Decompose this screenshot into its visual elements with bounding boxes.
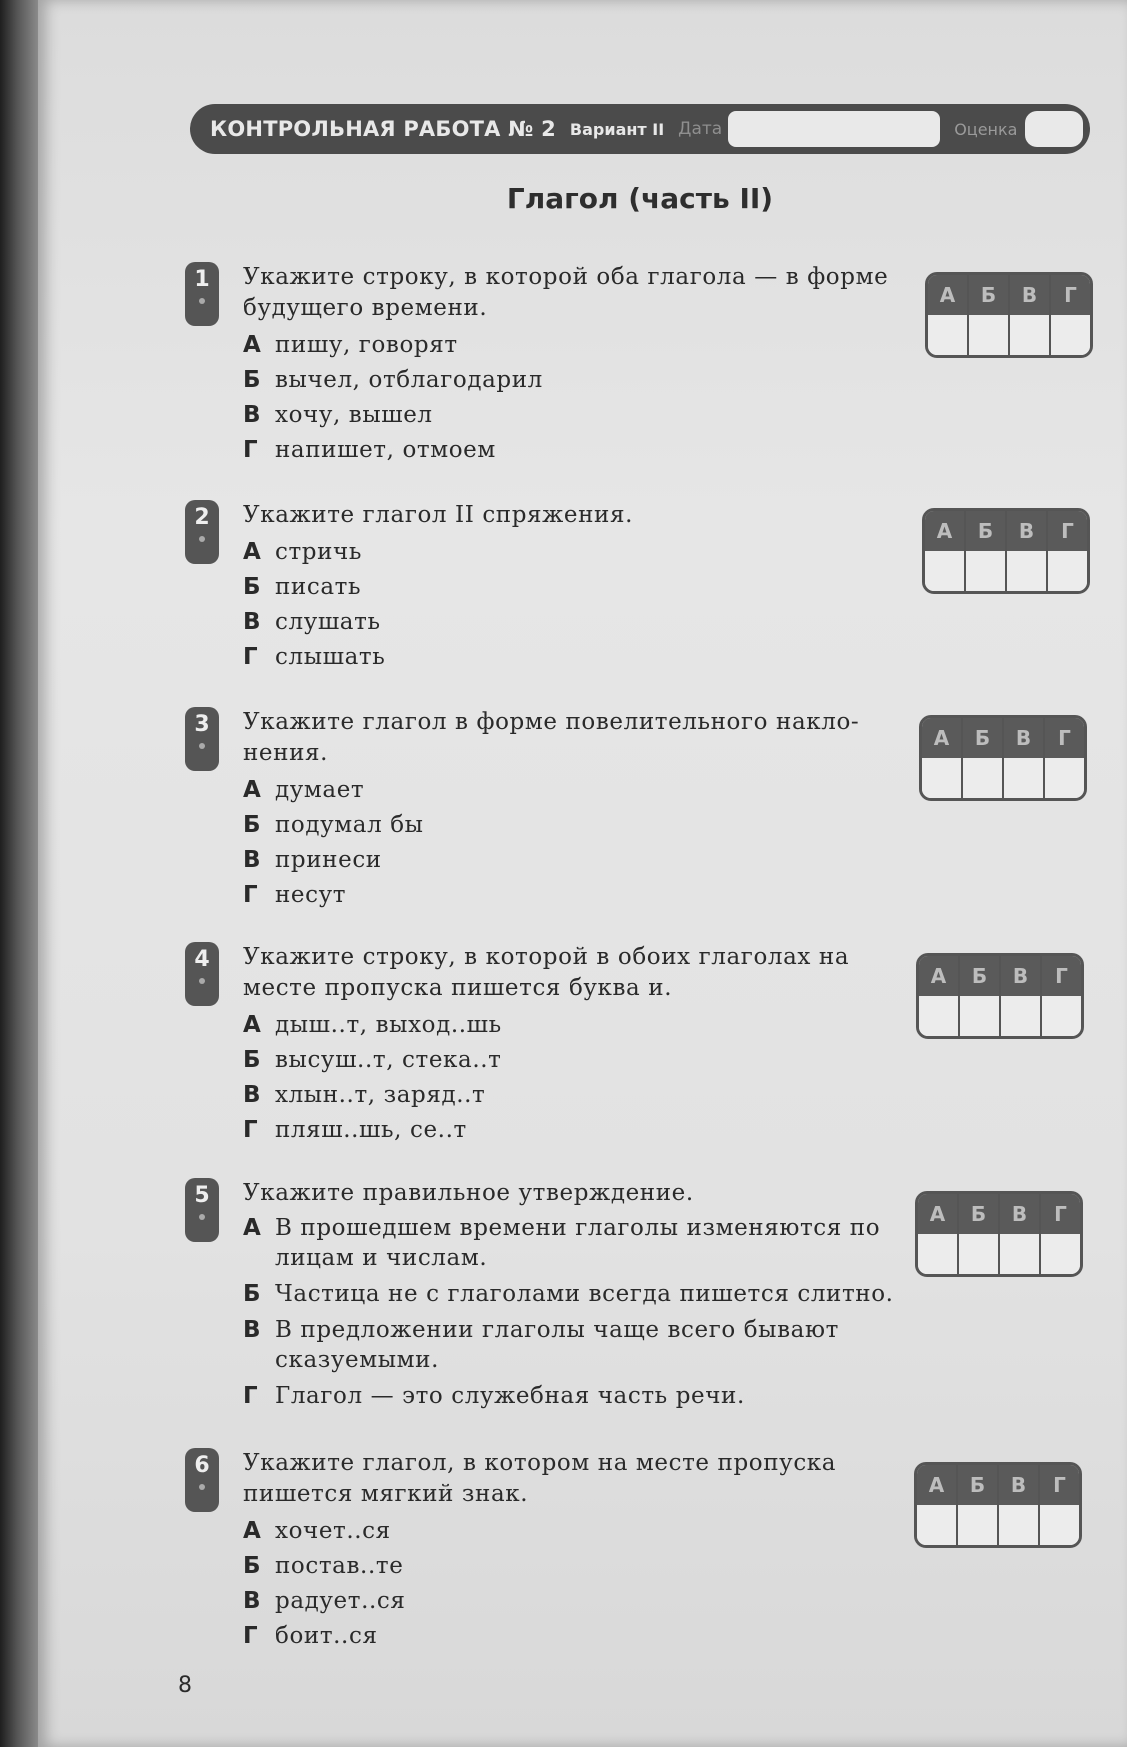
answer-cell-g[interactable] (1042, 996, 1081, 1036)
option-a: А дыш..т, выход..шь (243, 1012, 502, 1038)
date-label: Дата (678, 119, 723, 139)
answer-cell-a[interactable] (925, 551, 966, 591)
answer-cell-a[interactable] (918, 1234, 959, 1274)
question-5 (185, 1178, 905, 1417)
question-number-badge: 1 (185, 262, 219, 326)
question-text: Укажите глагол в форме повелительного накло-нения. (243, 709, 860, 766)
grade-field[interactable] (1025, 111, 1083, 147)
answer-cell-g[interactable] (1045, 758, 1084, 798)
option-b: Б подумал бы (243, 812, 424, 838)
question-number-badge: 3 (185, 707, 219, 771)
answer-cell-g[interactable] (1041, 1234, 1080, 1274)
page-title: Глагол (часть II) (506, 182, 774, 215)
answer-cell-b[interactable] (958, 1505, 999, 1545)
option-v: В принеси (243, 847, 382, 873)
answer-cell-v[interactable] (1007, 551, 1048, 591)
question-text: Укажите глагол, в котором на месте пропуска пишется мягкий знак. (243, 1450, 837, 1507)
answer-cell-v[interactable] (999, 1505, 1040, 1545)
answer-grid-1: А Б В Г (925, 272, 1093, 358)
date-field[interactable] (728, 111, 940, 147)
option-b: Б вычел, отблагодарил (243, 367, 543, 393)
option-v: В хочу, вышел (243, 402, 433, 428)
option-g: Г напишет, отмоем (243, 437, 496, 463)
option-v: В радует..ся (243, 1588, 406, 1614)
question-number-badge: 6 (185, 1448, 219, 1512)
answer-cell-b[interactable] (960, 996, 1001, 1036)
test-title: КОНТРОЛЬНАЯ РАБОТА № 2 (210, 117, 556, 141)
option-v: В В предложении глаголы чаще всего бывают сказуемыми. (243, 1317, 839, 1373)
question-3 (185, 707, 905, 913)
question-text: Укажите строку, в которой оба глагола — в форме будущего времени. (243, 264, 889, 321)
option-v: В слушать (243, 609, 381, 635)
answer-cell-g[interactable] (1051, 315, 1090, 355)
question-4 (185, 942, 905, 1148)
option-a: А стричь (243, 539, 362, 565)
option-a: А думает (243, 777, 365, 803)
answer-cell-a[interactable] (919, 996, 960, 1036)
answer-cell-v[interactable] (1010, 315, 1051, 355)
grade-label: Оценка (954, 119, 1018, 139)
answer-cell-b[interactable] (969, 315, 1010, 355)
answer-cell-b[interactable] (963, 758, 1004, 798)
answer-grid-3: А Б В Г (919, 715, 1087, 801)
options-list (243, 535, 905, 675)
question-1 (185, 262, 905, 468)
question-2 (185, 500, 905, 675)
answer-cell-g[interactable] (1048, 551, 1087, 591)
variant-label: Вариант II (569, 119, 665, 139)
option-b: Б Частица не с глаголами всегда пишется слитно. (243, 1281, 894, 1307)
question-6 (185, 1448, 905, 1654)
answer-cell-v[interactable] (1000, 1234, 1041, 1274)
option-a: А пишу, говорят (243, 332, 458, 358)
question-number-badge: 4 (185, 942, 219, 1006)
option-b: Б постав..те (243, 1553, 404, 1579)
options-list (243, 328, 905, 468)
header-band (190, 104, 1090, 154)
option-b: Б высуш..т, стека..т (243, 1047, 502, 1073)
question-number-badge: 5 (185, 1178, 219, 1242)
option-g: Г несут (243, 882, 347, 908)
answer-grid-4: А Б В Г (916, 953, 1084, 1039)
question-text: Укажите строку, в которой в обоих глаголах на месте пропуска пишется буква и. (243, 944, 850, 1001)
options-list (243, 1008, 905, 1148)
option-a: А хочет..ся (243, 1518, 391, 1544)
answer-cell-b[interactable] (966, 551, 1007, 591)
page-edge (0, 0, 38, 1747)
options-list (243, 1213, 905, 1411)
answer-cell-b[interactable] (959, 1234, 1000, 1274)
answer-cell-a[interactable] (922, 758, 963, 798)
answer-grid-5: А Б В Г (915, 1191, 1083, 1277)
option-b: Б писать (243, 574, 362, 600)
answer-cell-g[interactable] (1040, 1505, 1079, 1545)
option-g: Г слышать (243, 644, 386, 670)
answer-cell-v[interactable] (1001, 996, 1042, 1036)
answer-cell-a[interactable] (917, 1505, 958, 1545)
option-g: Г боит..ся (243, 1623, 378, 1649)
options-list (243, 773, 905, 913)
option-g: Г пляш..шь, се..т (243, 1117, 467, 1143)
page-number: 8 (178, 1673, 192, 1698)
question-text: Укажите глагол II спряжения. (243, 502, 634, 528)
answer-cell-v[interactable] (1004, 758, 1045, 798)
option-v: В хлын..т, заряд..т (243, 1082, 486, 1108)
option-a: А В прошедшем времени глаголы изменяются по лицам и числам. (243, 1215, 881, 1271)
answer-grid-2: А Б В Г (922, 508, 1090, 594)
answer-cell-a[interactable] (928, 315, 969, 355)
question-text: Укажите правильное утверждение. (243, 1180, 694, 1206)
option-g: Г Глагол — это служебная часть речи. (243, 1383, 745, 1409)
answer-grid-6: А Б В Г (914, 1462, 1082, 1548)
options-list (243, 1514, 905, 1654)
question-number-badge: 2 (185, 500, 219, 564)
